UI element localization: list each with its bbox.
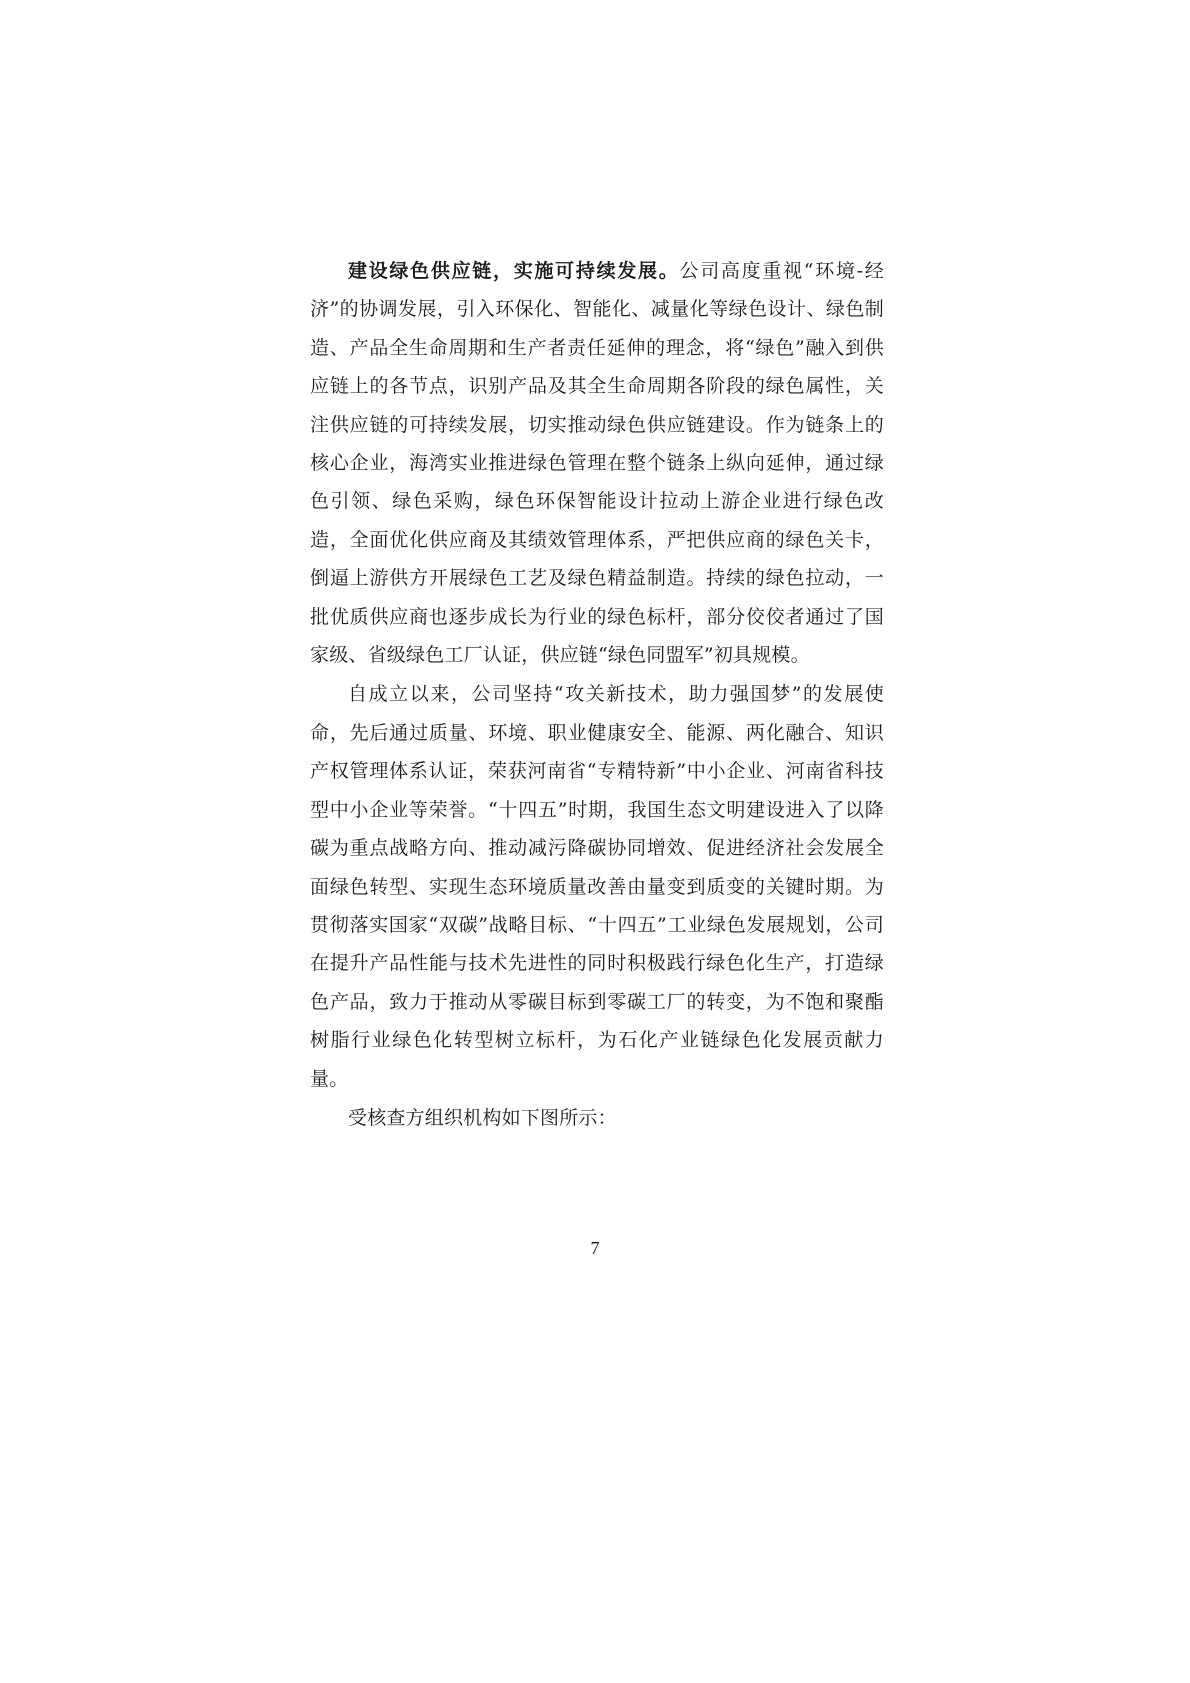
body-text bbox=[310, 252, 884, 1137]
paragraph-text: 自成立以来，公司坚持“攻关新技术，助力强国梦”的发展使命，先后通过质量、环境、职业健康安全、能源、两化融合、知识产权管理体系认证，荣获河南省“专精特新”中小企业、河南省科技型中小企业等荣誉。“十四五”时期，我国生态文明建设进入了以降碳为重点战略方向、推动减污降碳协同增效、促进经济社会发展全面绿色转型、实现生态环境质量改善由量变到质变的关键时期。为贯彻落实国家“双碳”战略目标、“十四五”工业绿色发展规划，公司在提升产品性能与技术先进性的同时积极践行绿色化生产，打造绿色产品，致力于推动从零碳目标到零碳工厂的转变，为不饱和聚酯树脂行业绿色化转型树立标杆，为石化产业链绿色化发展贡献力量。 bbox=[310, 683, 884, 1090]
paragraph-text: 公司高度重视“环境-经济”的协调发展，引入环保化、智能化、减量化等绿色设计、绿色制造、产品全生命周期和生产者责任延伸的理念，将“绿色”融入到供应链上的各节点，识别产品及其全生命周期各阶段的绿色属性，关注供应链的可持续发展，切实推动绿色供应链建设。作为链条上的核心企业，海湾实业推进绿色管理在整个链条上纵向延伸，通过绿色引领、绿色采购，绿色环保智能设计拉动上游企业进行绿色改造，全面优化供应商及其绩效管理体系，严把供应商的绿色关卡，倒逼上游供方开展绿色工艺及绿色精益制造。持续的绿色拉动，一批优质供应商也逐步成长为行业的绿色标杆，部分佼佼者通过了国家级、省级绿色工厂认证，供应链“绿色同盟军”初具规模。 bbox=[310, 260, 884, 667]
paragraph-lead-heading: 建设绿色供应链，实施可持续发展。 bbox=[348, 260, 680, 282]
page-number: 7 bbox=[590, 1238, 600, 1258]
paragraph-green-supply-chain bbox=[310, 252, 884, 674]
paragraph-company-history bbox=[310, 675, 884, 1097]
paragraph-org-structure-intro bbox=[310, 1099, 884, 1137]
paragraph-text: 受核查方组织机构如下图所示： bbox=[348, 1106, 617, 1129]
